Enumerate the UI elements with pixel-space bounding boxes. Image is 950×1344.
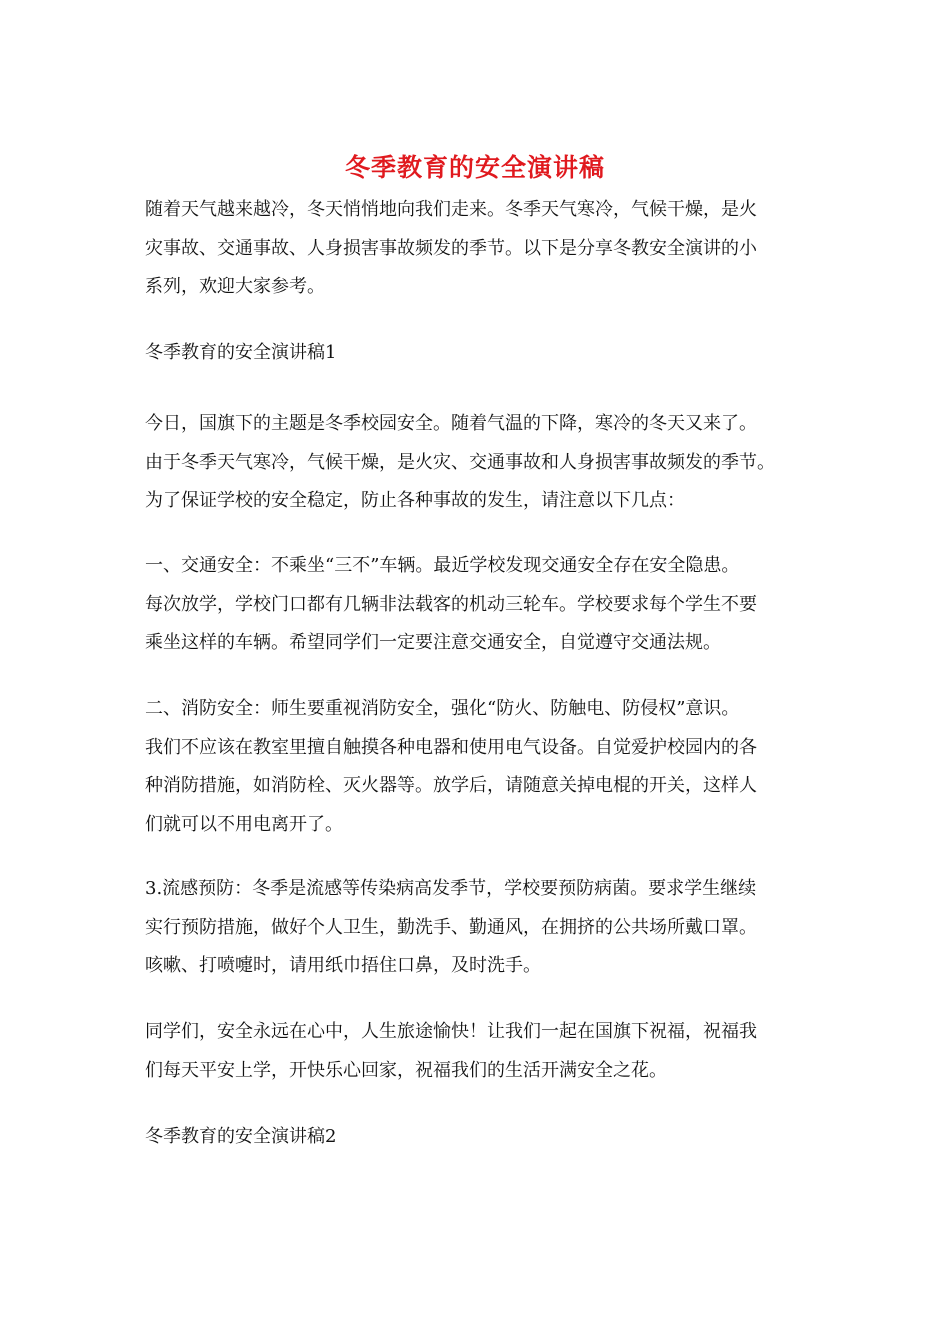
traffic-safety-paragraph	[145, 547, 815, 663]
paragraph-line: 系列，欢迎大家参考。	[145, 276, 325, 297]
paragraph-line: 同学们，安全永远在心中，人生旅途愉快！让我们一起在国旗下祝福，祝福我	[145, 1021, 757, 1042]
paragraph-line: 乘坐这样的车辆。希望同学们一定要注意交通安全，自觉遵守交通法规。	[145, 632, 721, 653]
section-heading-1	[145, 334, 815, 373]
paragraph-line: 为了保证学校的安全稳定，防止各种事故的发生，请注意以下几点：	[145, 490, 685, 511]
paragraph-line: 3.流感预防：冬季是流感等传染病高发季节，学校要预防病菌。要求学生继续	[145, 878, 757, 899]
paragraph-line: 咳嗽、打喷嚏时，请用纸巾捂住口鼻，及时洗手。	[145, 955, 541, 976]
paragraph-line: 我们不应该在教室里擅自触摸各种电器和使用电气设备。自觉爱护校园内的各	[145, 736, 757, 758]
paragraph-line: 冬季教育的安全演讲稿1	[145, 342, 337, 363]
paragraph-line: 每次放学，学校门口都有几辆非法载客的机动三轮车。学校要求每个学生不要	[145, 593, 757, 615]
paragraph-line: 种消防措施，如消防栓、灭火器等。放学后，请随意关掉电棍的开关，这样人	[145, 775, 757, 796]
paragraph-line: 们每天平安上学，开快乐心回家，祝福我们的生活开满安全之花。	[145, 1059, 667, 1081]
document-title: 冬季教育的安全演讲稿	[344, 153, 605, 182]
paragraph-line: 灾事故、交通事故、人身损害事故频发的季节。以下是分享冬教安全演讲的小	[145, 237, 757, 259]
section-heading-2	[145, 1118, 815, 1157]
paragraph-line: 们就可以不用电离开了。	[145, 813, 343, 835]
intro-paragraph	[145, 191, 815, 307]
paragraph-line: 今日，国旗下的主题是冬季校园安全。随着气温的下降，寒冷的冬天又来了。	[145, 413, 757, 434]
paragraph-line: 实行预防措施，做好个人卫生，勤洗手、勤通风，在拥挤的公共场所戴口罩。	[145, 916, 757, 938]
paragraph-line: 随着天气越来越冷，冬天悄悄地向我们走来。冬季天气寒冷，气候干燥，是火	[145, 199, 757, 220]
paragraph-line: 一、交通安全：不乘坐“三不”车辆。最近学校发现交通安全存在安全隐患。	[145, 555, 740, 576]
flu-prevention-paragraph	[145, 870, 815, 986]
closing-paragraph	[145, 1013, 815, 1090]
paragraph-line: 二、消防安全：师生要重视消防安全，强化“防火、防触电、防侵权”意识。	[145, 698, 740, 719]
paragraph-line: 冬季教育的安全演讲稿2	[145, 1126, 337, 1147]
paragraph-line: 由于冬季天气寒冷，气候干燥，是火灾、交通事故和人身损害事故频发的季节。	[145, 451, 775, 473]
speech-opening-paragraph	[145, 405, 815, 521]
fire-safety-paragraph	[145, 690, 815, 844]
